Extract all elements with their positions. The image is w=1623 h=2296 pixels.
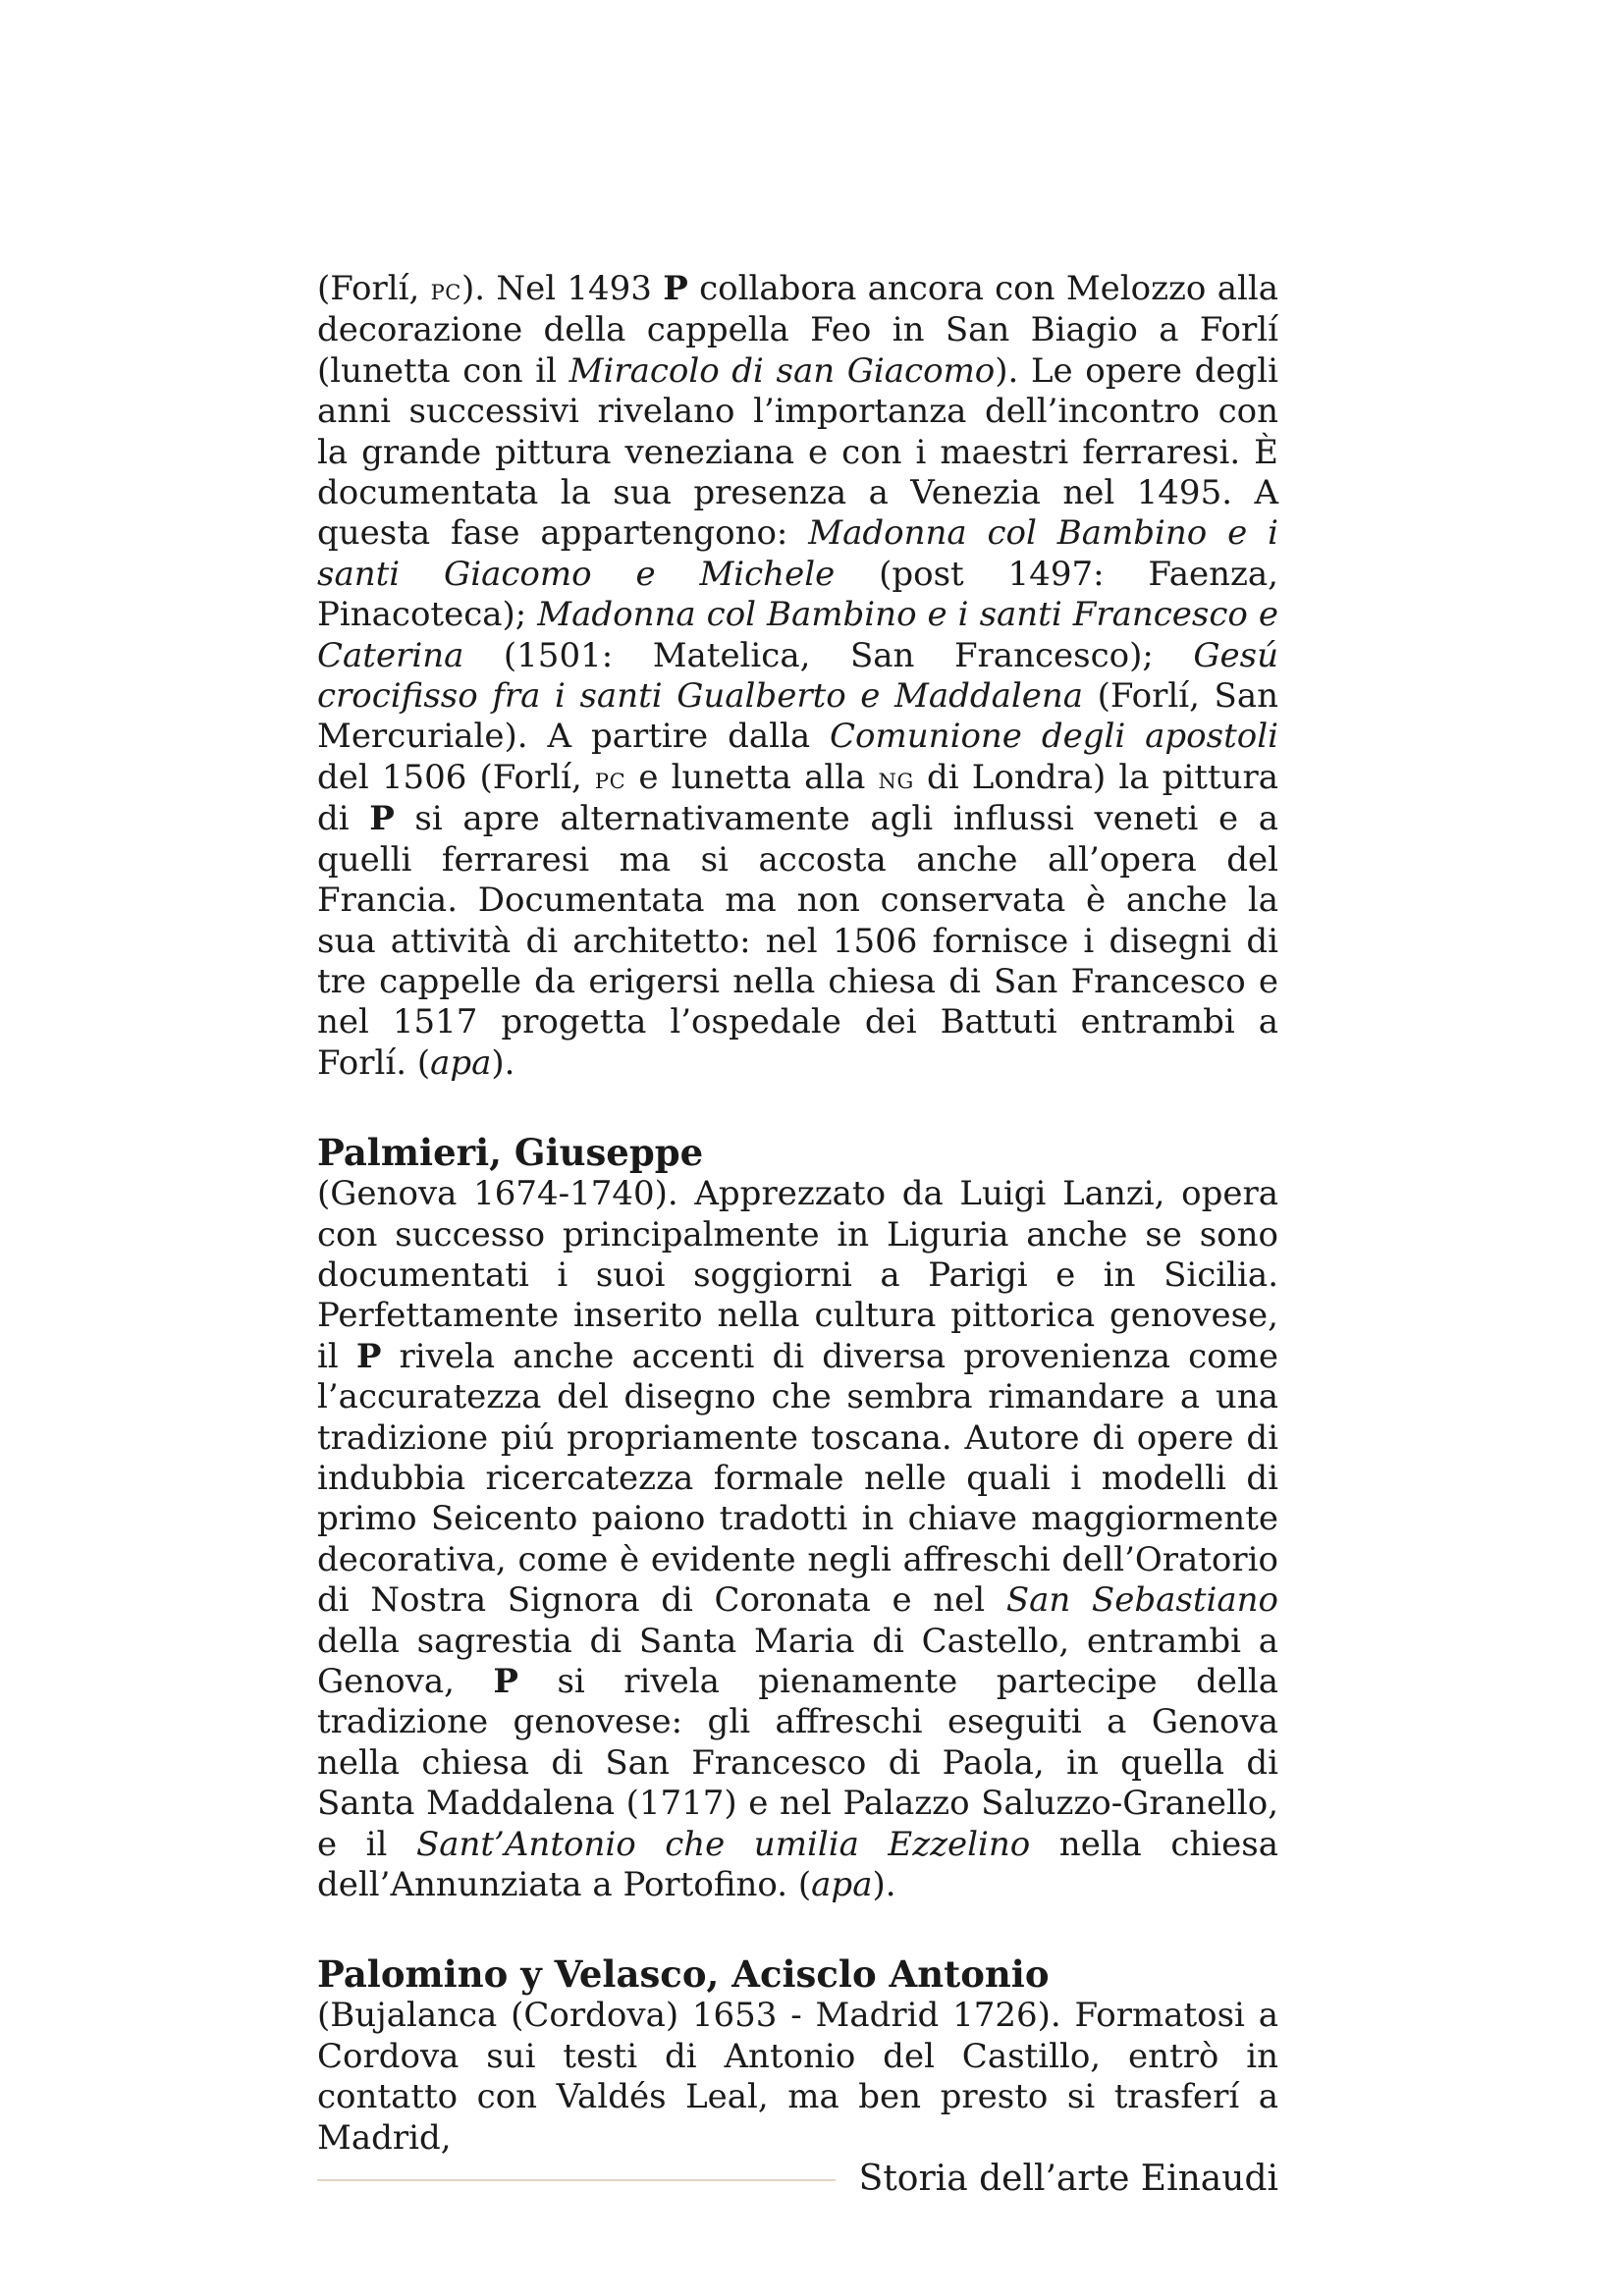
artwork-title: Sant’Antonio che umilia Ezzelino [415,1824,1031,1864]
text-run: si rivela pienamente partecipe della tradizione genovese: gli affreschi eseguiti a Genova nella chiesa di San Francesco di Paola, in quella di Santa Maddalena (1717) e nel Palazzo Saluzzo-Granello, e il [317,1662,1278,1864]
author-initials: apa [811,1865,873,1905]
text-run: ). [491,1042,515,1083]
continuation-paragraph [317,269,1278,1084]
text-run: ). Le opere degli anni successivi rivelano l’importanza dell’incontro con la grande pittura veneziana e con i maestri ferraresi. È documentata la sua presenza a Venezia nel 1495. A questa fase appartengono: [317,350,1278,554]
entry-title-palmieri: Palmieri, Giuseppe [317,1131,704,1175]
text-run: ). Nel 1493 [460,269,664,308]
text-run: di Londra) la pittura di [317,757,1279,839]
text-run: ). [872,1865,896,1905]
text-run: si apre alternativamente agli influssi veneti e a quelli ferraresi ma si accosta anche all’opera del Francia. Documentata ma non conservata è anche la sua attività di architetto: nel 1506 fornisce i disegni di tre cappelle da erigersi nella chiesa di San Francesco e nel 1517 progetta l’ospedale dei Battuti entrambi a Forlí. ( [317,799,1278,1083]
footer-divider [317,2179,836,2181]
artist-initial: P [493,1662,518,1701]
entry-body-palmieri [317,1174,1278,1905]
abbreviation: pc [430,273,461,307]
text-run: nella chiesa dell’Annunziata a Portofino. ( [317,1824,1279,1905]
entry-body-palomino [317,1996,1278,2159]
abbreviation: pc [594,761,626,796]
artwork-title: Gesú crocifisso fra i santi Gualberto e Maddalena [317,635,1278,717]
artwork-title: Madonna col Bambino e i santi Francesco e Caterina [317,595,1278,675]
text-run: rivela anche accenti di diversa provenienza come l’accuratezza del disegno che sembra rimandare a una tradizione piú propriamente toscana. Autore di opere di indubbia ricercatezza formale nelle quali i modelli di primo Seicento paiono tradotti in chiave maggiormente decorativa, come è evidente negli affreschi dell’Oratorio di Nostra Signora di Coronata e nel [317,1336,1278,1621]
abbreviation: ng [878,761,914,796]
text-run: (1501: Matelica, San Francesco); [463,635,1194,675]
artist-initial: P [663,269,688,308]
text-run: collabora ancora con Melozzo alla decorazione della cappella Feo in San Biagio a Forlí (lunetta con il [317,269,1278,391]
artwork-title: Madonna col Bambino e i santi Giacomo e Michele [317,513,1279,594]
text-run: (Forlí, San Mercuriale). A partire dalla [317,676,1278,757]
artwork-title: San Sebastiano [1005,1580,1278,1621]
text-run: (Bujalanca (Cordova) 1653 - Madrid 1726). Formatosi a Cordova sui testi di Antonio del Castillo, entrò in contatto con Valdés Leal, ma ben presto si trasferí a Madrid, [317,1996,1278,2158]
text-run: (post 1497: Faenza, Pinacoteca); [317,554,1278,635]
author-initials: apa [430,1042,492,1083]
entry-title-palomino: Palomino y Velasco, Acisclo Antonio [317,1952,1050,1997]
artist-initial: P [369,799,395,839]
text-run: (Genova 1674-1740). Apprezzato da Luigi Lanzi, opera con successo principalmente in Liguria anche se sono documentati i suoi soggiorni a Parigi e in Sicilia. Perfettamente inserito nella cultura pittorica genovese, il [317,1174,1278,1376]
text-run: (Forlí, [317,269,431,308]
text-run: del 1506 (Forlí, [317,757,595,797]
text-run: e lunetta alla [625,757,879,797]
footer-publication-title: Storia dell’arte Einaudi [858,2159,1278,2199]
page-footer [317,2158,1278,2201]
artwork-title: Miracolo di san Giacomo [568,350,996,391]
text-run: della sagrestia di Santa Maria di Castello, entrambi a Genova, [317,1621,1278,1701]
artwork-title: Comunione degli apostoli [830,717,1278,757]
artist-initial: P [355,1336,382,1376]
page-body [317,269,1278,2159]
